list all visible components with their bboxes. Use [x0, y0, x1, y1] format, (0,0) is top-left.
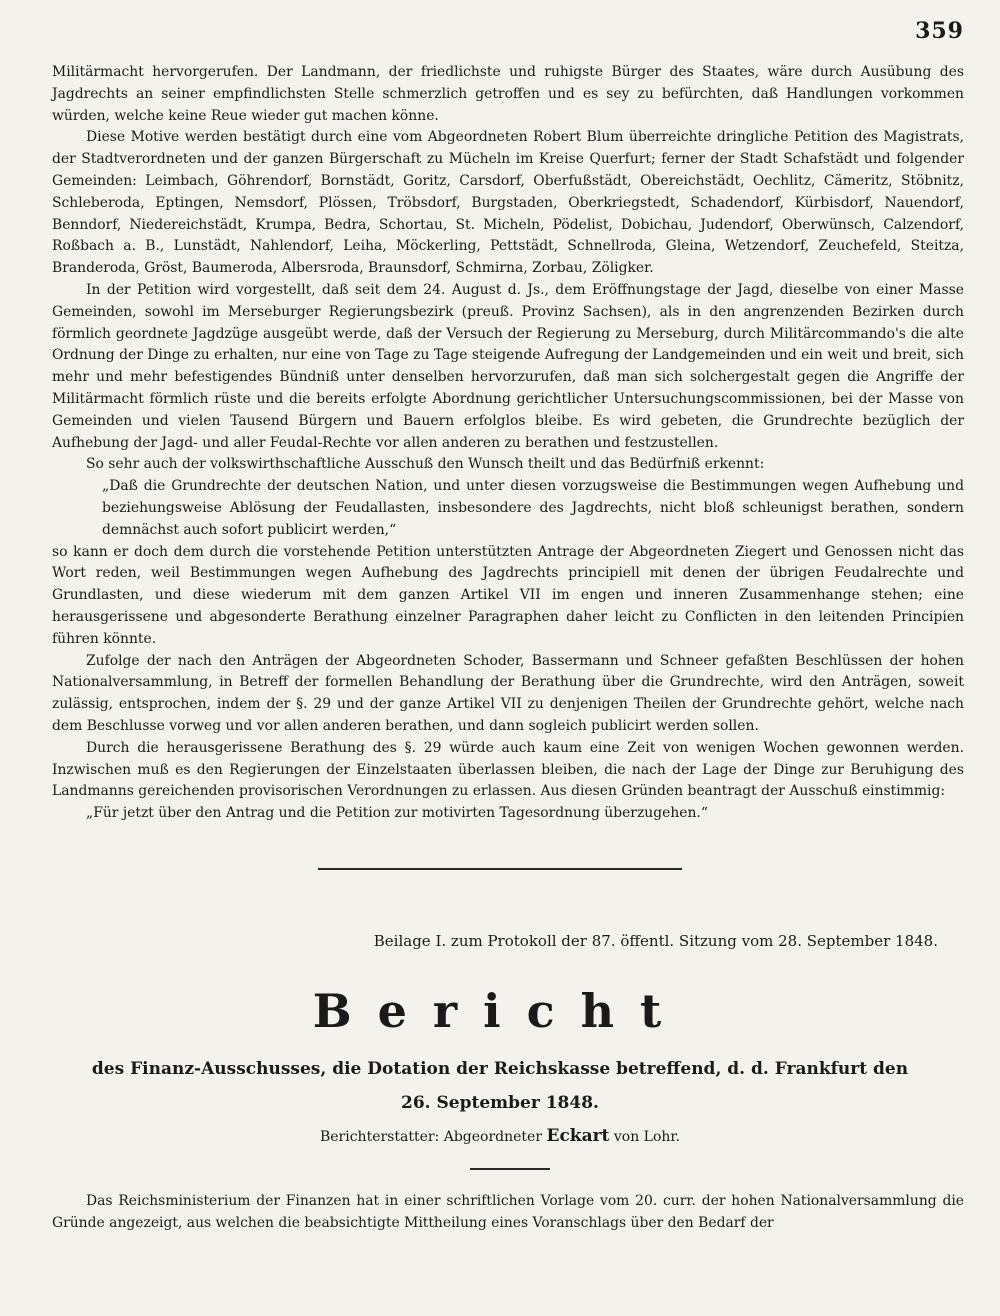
reporter-label: Berichterstatter: Abgeordneter [319, 1129, 543, 1145]
beilage-heading: Beilage I. zum Protokoll der 87. öffentl. Sitzung vom 28. September 1848. [373, 932, 938, 950]
paragraph: so kann er doch dem durch die vorstehende Petition unterstützten Antrage der Abgeordneten Ziegert und Genossen nicht das Wort reden, weil Bestimmungen wegen Aufhebung des Jagdrechts principiell mit denen der übrigen Feudalrechte und Grundlasten, und diese wiederum mit dem ganzen Artikel VII im engen und inneren Zusammenhange stehen; eine herausgerissene und abgesonderte Berathung einzelner Paragraphen daher leicht zu Conflicten in den leitenden Principien führen könnte. [52, 543, 964, 647]
final-motion: „Für jetzt über den Antrag und die Petition zur motivirten Tagesordnung überzugehen.“ [86, 805, 708, 822]
paragraph: So sehr auch der volkswirthschaftliche Ausschuß den Wunsch theilt und das Bedürfniß erkennt: [86, 456, 765, 473]
paragraph: Durch die herausgerissene Berathung des §. 29 würde auch kaum eine Zeit von wenigen Wochen gewonnen werden. Inzwischen muß es den Regierungen der Einzelstaaten überlassen bleiben, die nach der Lage der Dinge zur Beruhigung des Landmanns gereichenden provisorischen Verordnungen zu erlassen. Aus diesen Gründen beantragt der Ausschuß einstimmig: [52, 739, 964, 800]
subtitle-line: des Finanz-Ausschusses, die Dotation der Reichskasse betreffend, d. d. Frankfurt den [91, 1059, 909, 1079]
bericht-body-text [52, 1190, 964, 1234]
paragraph: Zufolge der nach den Anträgen der Abgeordneten Schoder, Bassermann und Schneer gefaßten Beschlüssen der hohen Nationalversammlung, in Betreff der formellen Behandlung der Berathung über die Grundrechte, wird den Anträgen, soweit zulässig, entsprochen, indem der §. 29 und der ganze Artikel VII zu denjenigen Theilen der Grundrechte gehört, welche nach dem Beschlusse vorweg und vor allen anderen berathen, und dann sogleich publicirt werden sollen. [52, 652, 964, 734]
reporter-suffix: von Lohr. [613, 1129, 681, 1145]
reporter-line [100, 1126, 900, 1146]
report-subtitle [70, 1052, 930, 1120]
quoted-motion: „Daß die Grundrechte der deutschen Nation, und unter diesen vorzugsweise die Bestimmungen wegen Aufhebung und beziehungsweise Ablösung der Feudallasten, insbesondere des Jagdrechts, nicht bloß schleunigst berathen, sondern demnächst auch sofort publicirt werden,“ [102, 478, 964, 538]
report-body-text [52, 62, 964, 825]
paragraph: Das Reichsministerium der Finanzen hat in einer schriftlichen Vorlage vom 20. curr. der hohen Nationalversammlung die Gründe angezeigt, aus welchen die beabsichtigte Mittheilung eines Voranschlags über den Bedarf der [52, 1193, 964, 1231]
paragraph: Diese Motive werden bestätigt durch eine vom Abgeordneten Robert Blum überreichte dringliche Petition des Magistrats, der Stadtverordneten und der ganzen Bürgerschaft zu Mücheln im Kreise Querfurt; ferner der Stadt Schafstädt und folgender Gemeinden: Leimbach, Göhrendorf, Bornstädt, Goritz, Carsdorf, Oberfußstädt, Obereichstädt, Oechlitz, Cämeritz, Stöbnitz, Schleberoda, Eptingen, Nemsdorf, Plössen, Tröbsdorf, Burgstaden, Oberkriegstedt, Schadendorf, Kürbisdorf, Nauendorf, Benndorf, Niedereichstädt, Krumpa, Bedra, Schortau, St. Micheln, Pödelist, Dobichau, Judendorf, Oberwünsch, Calzendorf, Roßbach a. B., Lunstädt, Nahlendorf, Leiha, Möckerling, Pettstädt, Schnellroda, Gleina, Wetzendorf, Zeuchefeld, Steitza, Branderoda, Gröst, Baumeroda, Albersroda, Braunsdorf, Schmirna, Zorbau, Zöligker. [52, 129, 964, 277]
section-divider [318, 868, 682, 870]
paragraph: Militärmacht hervorgerufen. Der Landmann, der friedlichste und ruhigste Bürger des Staates, wäre durch Ausübung des Jagdrechts an seiner empfindlichsten Stelle schmerzlich getroffen und es sey zu befürchten, daß Handlungen vorkommen würden, welche keine Reue wieder gut machen könne. [52, 64, 964, 124]
paragraph: In der Petition wird vorgestellt, daß seit dem 24. August d. Js., dem Eröffnungstage der Jagd, dieselbe von einer Masse Gemeinden, sowohl im Merseburger Regierungsbezirk (preuß. Provinz Sachsen), als in den angrenzenden Bezirken durch förmlich geordnete Jagdzüge ausgeübt werde, daß der Versuch der Regierung zu Merseburg, durch Militärcommando's die alte Ordnung der Dinge zu erhalten, nur eine von Tage zu Tage steigende Aufregung der Landgemeinden und ein weit und breit, sich mehr und mehr befestigendes Bündniß unter denselben hervorzurufen, daß man sich solchergestalt gegen die Angriffe der Militärmacht förmlich rüste und die bereits erfolgte Abordnung gerichtlicher Untersuchungscommissionen, bei der Masse von Gemeinden und vielen Tausend Bürgern und Bauern erfolglos bleibe. Es wird gebeten, die Grundrechte bezüglich der Aufhebung der Jagd- und aller Feudal-Rechte vor allen anderen zu berathen und festzustellen. [52, 281, 964, 451]
page-number: 359 [915, 18, 964, 44]
short-divider [470, 1168, 550, 1170]
reporter-name: Eckart [546, 1126, 610, 1146]
bericht-title: Bericht [312, 984, 688, 1038]
subtitle-date: 26. September 1848. [401, 1093, 599, 1113]
